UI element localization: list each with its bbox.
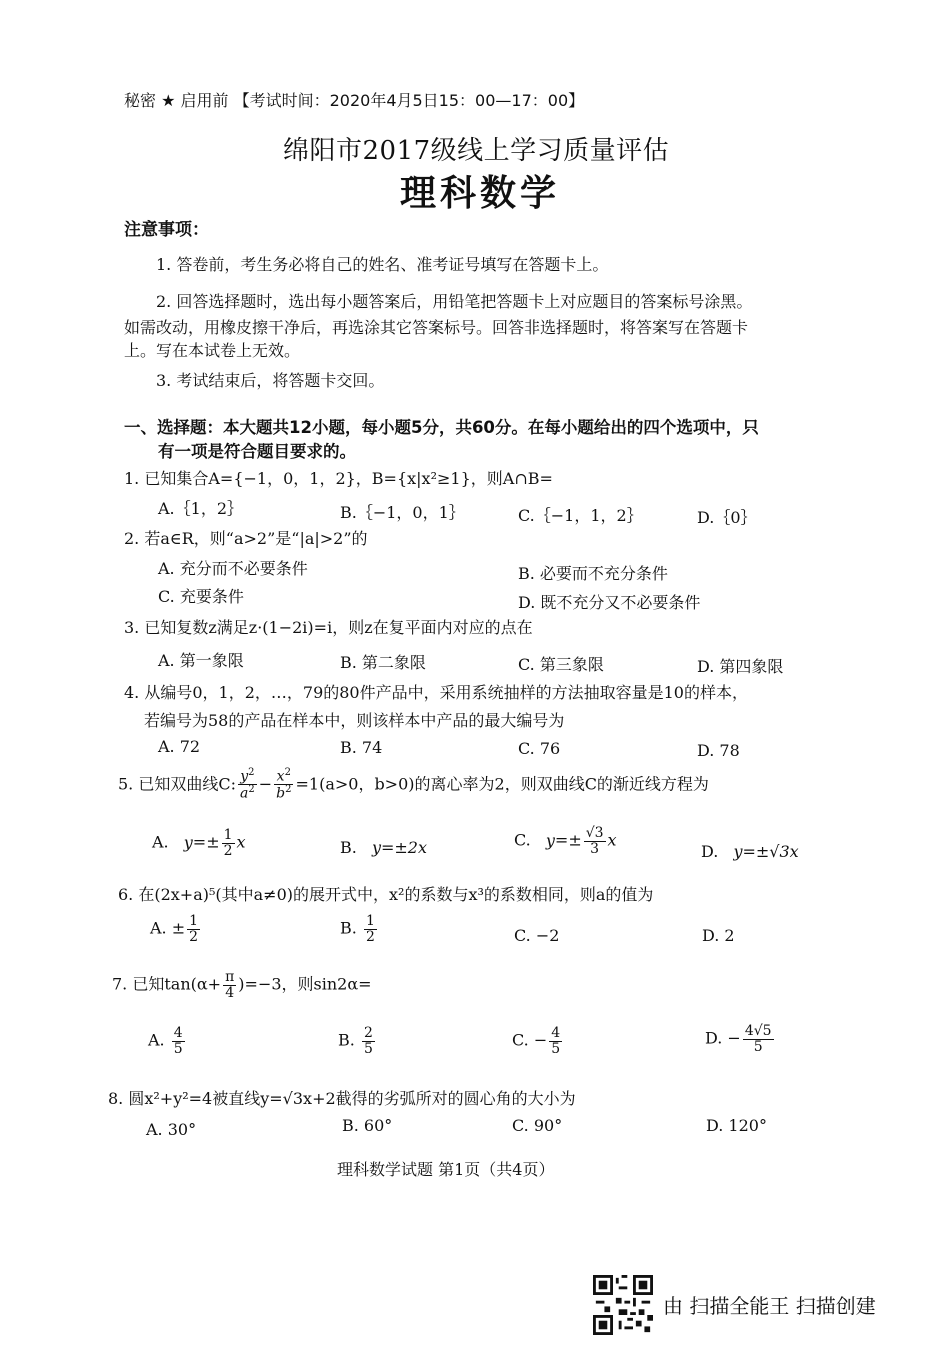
question-3-stem: 3. 已知复数z满足z·(1−2i)=i，则z在复平面内对应的点在 [124, 618, 533, 637]
q5-fraction-y2a2: $\frac{y^2}{a^2}$ [240, 767, 255, 802]
question-7-stem [112, 970, 372, 1000]
q7-option-d-label: D. [705, 1028, 723, 1048]
q8-option-d: D. 120° [706, 1116, 767, 1135]
q2-option-d: D. 既不充分又不必要条件 [518, 593, 701, 612]
qr-code-icon [593, 1275, 653, 1335]
q6-option-c: C. −2 [514, 926, 560, 945]
q6-option-b-label: B. [340, 918, 357, 938]
q6-option-d: D. 2 [702, 926, 735, 945]
note-2-line2: 如需改动，用橡皮擦干净后，再选涂其它答案标号。回答非选择题时，将答案写在答题卡 [124, 318, 749, 337]
question-4-stem-line2: 若编号为58的产品在样本中，则该样本中产品的最大编号为 [144, 711, 565, 730]
q7-option-a-label: A. [148, 1030, 165, 1050]
q8-option-b: B. 60° [342, 1116, 393, 1135]
q5-option-b-value: y=±2x [371, 838, 427, 857]
q6-option-a: A. ± $\frac{1}{2}$ [150, 913, 199, 945]
scanner-watermark: 由 扫描全能王 扫描创建 [663, 1294, 876, 1318]
q4-option-d: D. 78 [697, 741, 740, 760]
note-2-line1: 2. 回答选择题时，选出每小题答案后，用铅笔把答题卡上对应题目的答案标号涂黑。 [156, 292, 753, 311]
q2-option-a: A. 充分而不必要条件 [158, 559, 308, 578]
exam-title: 理科数学 [400, 173, 561, 214]
q5-option-c: C. y=± $\frac{√3}{3}$ x [514, 825, 617, 857]
exam-subtitle: 绵阳市2017级线上学习质量评估 [283, 136, 670, 166]
section-heading-line2: 有一项是符合题目要求的。 [158, 442, 356, 461]
q5-stem-pre: 已知双曲线C: [138, 774, 236, 794]
q6-option-b: B. $\frac{1}{2}$ [340, 913, 375, 945]
q5-option-a: A. y=± $\frac{1}{2}$ x [152, 827, 246, 859]
q7-option-d: D. − $\frac{4√5}{5}$ [705, 1023, 772, 1055]
q4-option-b: B. 74 [340, 738, 383, 757]
q7-option-c: C. − $\frac{4}{5}$ [512, 1025, 561, 1057]
question-2-stem: 2. 若a∈R，则“a>2”是“|a|>2”的 [124, 529, 368, 548]
question-5-stem: 5. 已知双曲线C: $\frac{y^2}{a^2}$ − $\frac{x^2}{b^2}$ =1(a>0，b>0)的离心率为2，则双曲线C的渐近线方程为 [118, 767, 709, 802]
notes-heading: 注意事项： [124, 220, 209, 240]
q7-option-b-label: B. [338, 1030, 355, 1050]
q7-option-c-label: C. [512, 1030, 529, 1050]
section-heading-line1: 一、选择题：本大题共12小题，每小题5分，共60分。在每小题给出的四个选项中，只 [124, 418, 759, 437]
q3-option-b: B. 第二象限 [340, 653, 426, 672]
question-8-stem: 8. 圆x²+y²=4被直线y=√3x+2截得的劣弧所对的圆心角的大小为 [108, 1089, 576, 1108]
q5-option-c-label: C. [514, 830, 531, 850]
q4-option-c: C. 76 [518, 739, 561, 758]
q7-option-b: B. $\frac{2}{5}$ [338, 1025, 373, 1057]
q2-option-b: B. 必要而不充分条件 [518, 564, 668, 583]
q5-option-b [340, 838, 427, 857]
q4-option-a: A. 72 [158, 737, 201, 756]
question-6-stem: 6. 在(2x+a)⁵(其中a≠0)的展开式中，x²的系数与x³的系数相同，则a的值为 [118, 885, 654, 904]
q7-option-a: A. $\frac{4}{5}$ [148, 1025, 183, 1057]
q2-option-c: C. 充要条件 [158, 587, 244, 606]
confidential-header: 秘密 ★ 启用前 【考试时间：2020年4月5日15：00—17：00】 [124, 91, 585, 110]
q8-option-a: A. 30° [146, 1120, 197, 1139]
note-1: 1. 答卷前，考生务必将自己的姓名、准考证号填写在答题卡上。 [156, 255, 609, 274]
q5-fraction-x2b2: $\frac{x^2}{b^2}$ [276, 767, 292, 802]
q7-stem-post: )=−3，则sin2α= [238, 974, 372, 994]
q5-stem-post: =1(a>0，b>0)的离心率为2，则双曲线C的渐近线方程为 [295, 774, 709, 794]
q5-option-b-label: B. [340, 838, 357, 857]
page-footer: 理科数学试题 第1页（共4页） [337, 1160, 555, 1179]
q5-number: 5. [118, 774, 134, 794]
q5-option-d-value: y=±√3x [733, 842, 799, 861]
question-4-stem-line1: 4. 从编号0，1，2，…，79的80件产品中，采用系统抽样的方法抽取容量是10的样本， [124, 683, 748, 702]
q1-option-b: B.｛−1，0，1｝ [340, 503, 465, 522]
q1-option-d: D.｛0｝ [697, 508, 757, 527]
q7-number: 7. [112, 974, 128, 994]
q1-option-c: C.｛−1，1，2｝ [518, 506, 643, 525]
question-1-stem: 1. 已知集合A={−1，0，1，2}，B={x|x²≥1}，则A∩B= [124, 469, 553, 488]
q5-option-a-label: A. [152, 832, 169, 852]
q3-option-c: C. 第三象限 [518, 655, 604, 674]
q7-stem-pre: 已知tan(α+ [132, 974, 222, 994]
q8-option-c: C. 90° [512, 1116, 563, 1135]
q5-option-d [701, 842, 799, 861]
note-2-line3: 上。写在本试卷上无效。 [124, 341, 301, 360]
q3-option-a: A. 第一象限 [158, 651, 244, 670]
q3-option-d: D. 第四象限 [697, 657, 784, 676]
q7-fraction-pi4: $\frac{\pi}{4}$ [225, 969, 235, 1001]
note-3: 3. 考试结束后，将答题卡交回。 [156, 371, 385, 390]
q6-option-a-label: A. [150, 918, 167, 938]
q5-option-d-label: D. [701, 842, 719, 861]
q1-option-a: A.｛1，2｝ [158, 499, 244, 518]
